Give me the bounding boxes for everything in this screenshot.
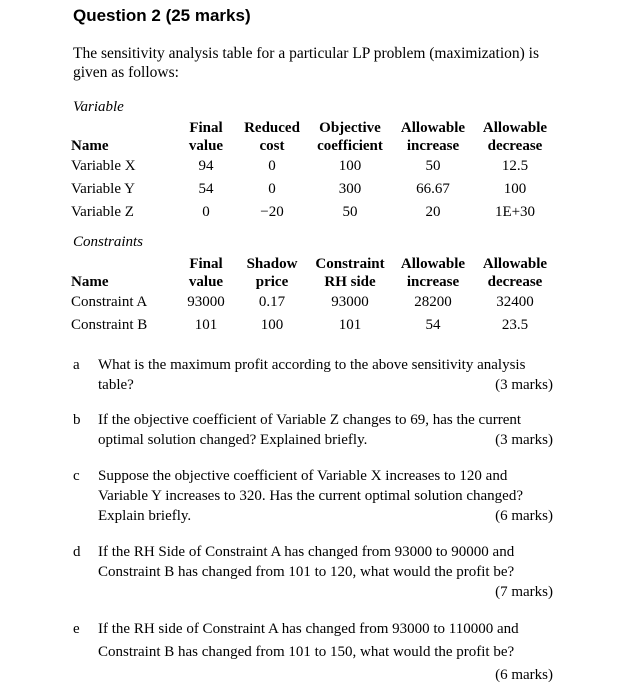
header-cell: Final [189,256,223,272]
question-item [73,466,553,526]
header-cell: RH side [324,274,376,290]
table-cell: 66.67 [416,181,450,197]
table-cell: 100 [503,181,527,197]
table-cell: 12.5 [501,158,529,174]
header-cell: Final [189,120,223,136]
table-cell: 1E+30 [494,204,536,220]
header-cell: Reduced [244,120,300,136]
table-cell: Constraint A [71,294,148,310]
question-item [73,542,553,602]
question-letter: a [73,357,80,373]
question-item [73,355,553,395]
table-cell: 50 [425,158,441,174]
variable-sensitivity-table [71,119,555,224]
table-cell: 23.5 [501,317,529,333]
table-cell: 0 [202,204,210,220]
header-cell: increase [406,138,460,154]
question-text: If the RH side of Constraint A has changed from 93000 to 110000 and Constraint B has changed from 101 to 150, what would the profit be? [98,621,519,660]
table-row [71,314,555,337]
table-cell: 32400 [496,294,534,310]
table-cell: 101 [194,317,218,333]
table-cell: 0.17 [258,294,286,310]
question-letter: c [73,468,80,484]
header-cell: Name [71,138,109,154]
table-cell: Variable Z [71,204,134,220]
table-cell: 0 [268,181,276,197]
header-cell: Objective [319,120,381,136]
table-cell: 100 [260,317,284,333]
constraint-header-top-row [71,255,555,273]
table-cell: 93000 [187,294,225,310]
header-cell: Name [71,274,109,290]
table-row [71,178,555,201]
table-cell: 50 [342,204,358,220]
question-letter: e [73,621,80,637]
header-cell: value [188,274,224,290]
intro-paragraph: The sensitivity analysis table for a particular LP problem (maximization) is given as follows: [73,45,540,81]
table-cell: 54 [425,317,441,333]
question-letter: b [73,412,81,428]
table-cell: Variable Y [71,181,135,197]
question-marks: (7 marks) [495,584,553,600]
table-cell: 100 [338,158,362,174]
question-letter: d [73,544,81,560]
table-cell: 0 [268,158,276,174]
question-item [73,618,553,687]
table-row [71,155,555,178]
variable-section-label: Variable [73,99,124,115]
question-marks: (3 marks) [495,432,553,448]
question-marks: (6 marks) [495,508,553,524]
header-cell [71,119,177,137]
header-cell: decrease [487,274,543,290]
header-cell: coefficient [317,138,383,154]
table-cell: −20 [260,204,284,220]
constraint-header-bottom-row [71,273,555,291]
table-row [71,291,555,314]
header-cell: cost [259,138,285,154]
variable-header-bottom-row [71,137,555,155]
table-row [71,201,555,224]
question-marks: (6 marks) [495,667,553,683]
question-item [73,410,553,450]
header-cell: decrease [487,138,543,154]
header-cell: Allowable [400,120,466,136]
header-cell: Allowable [482,256,548,272]
table-cell: 101 [338,317,362,333]
header-cell: Shadow [246,256,298,272]
constraints-section-label: Constraints [73,234,144,250]
header-cell: Allowable [482,120,548,136]
constraint-sensitivity-table [71,255,555,337]
header-cell: Constraint [315,256,385,272]
header-cell: price [255,274,289,290]
table-cell: 28200 [414,294,452,310]
table-cell: 54 [198,181,214,197]
header-cell: Allowable [400,256,466,272]
header-cell: value [188,138,224,154]
question-text: If the objective coefficient of Variable Z changes to 69, has the current optimal solution changed? Explained briefly. [98,412,522,448]
table-cell: 300 [338,181,362,197]
question-text: Suppose the objective coefficient of Variable X increases to 120 and Variable Y increases to 320. Has the current optimal solution changed? Explain briefly. [98,468,524,524]
table-cell: 93000 [331,294,369,310]
table-cell: 94 [198,158,214,174]
question-text: What is the maximum profit according to the above sensitivity analysis table? [98,357,526,393]
header-cell [71,255,177,273]
variable-header-top-row [71,119,555,137]
table-cell: 20 [425,204,441,220]
question-text: If the RH Side of Constraint A has changed from 93000 to 90000 and Constraint B has changed from 101 to 120, what would the profit be? [98,544,515,580]
table-cell: Variable X [71,158,136,174]
question-marks: (3 marks) [495,377,553,393]
question-title: Question 2 (25 marks) [73,6,251,25]
header-cell: increase [406,274,460,290]
table-cell: Constraint B [71,317,148,333]
